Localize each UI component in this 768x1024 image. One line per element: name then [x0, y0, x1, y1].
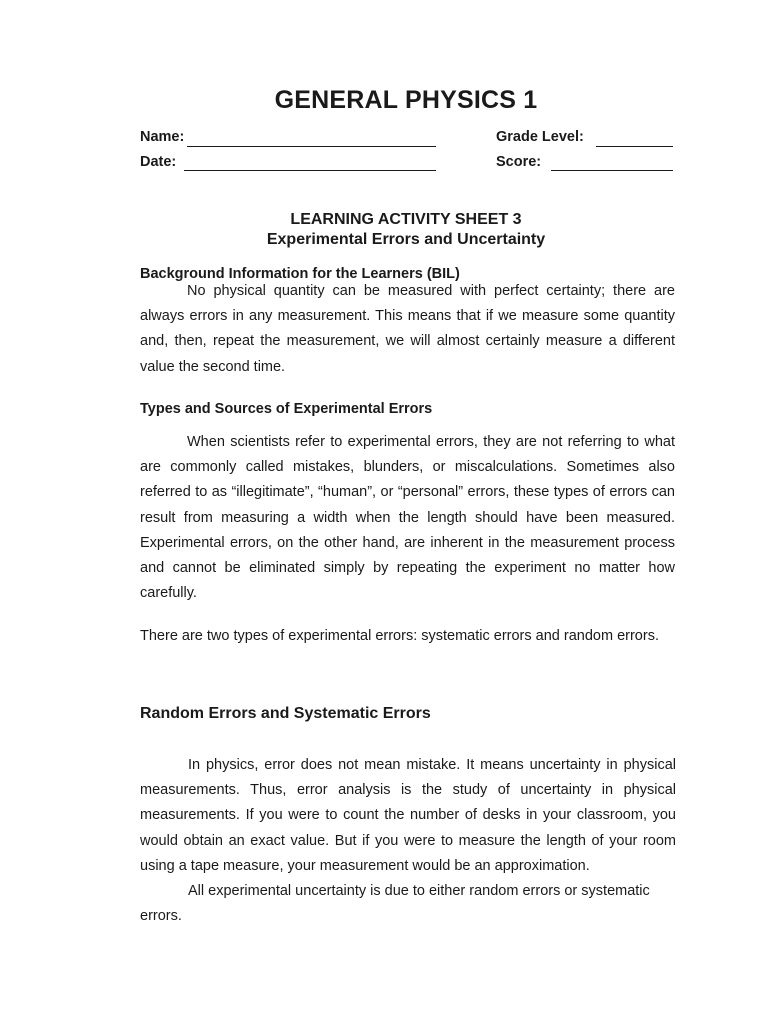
name-field-line[interactable] — [187, 146, 436, 147]
sheet-subtitle: Experimental Errors and Uncertainty — [266, 231, 546, 248]
random-paragraph-1: In physics, error does not mean mistake. It means uncertainty in physical measurements. Thus, error analysis is the study of uncertainty in physical measurements. If you were to count the number of desks in your classroom, you would obtain an exact value. But if you were to measure the length of your room using a tape measure, your measurement would be an approximation. — [140, 757, 676, 874]
name-label: Name: — [140, 129, 185, 145]
page-title: GENERAL PHYSICS 1 — [274, 86, 538, 114]
bil-paragraph — [140, 279, 675, 380]
types-heading: Types and Sources of Experimental Errors — [140, 401, 433, 417]
date-field-line[interactable] — [184, 170, 436, 171]
score-field-line[interactable] — [551, 170, 673, 171]
score-label: Score: — [496, 154, 542, 170]
types-paragraph-text: When scientists refer to experimental errors, they are not referring to what are commonly called mistakes, blunders, or miscalculations. Sometimes also referred to as “illegitimate”, “human”, or “personal” errors, these types of errors can result from measuring a width when the length should have been measured. Experimental errors, on the other hand, are inherent in the measurement process and cannot be eliminated simply by repeating the experiment no matter how carefully. — [140, 434, 675, 602]
bil-paragraph-text: No physical quantity can be measured with perfect certainty; there are always errors in any measurement. This means that if we measure some quantity and, then, repeat the measurement, we will almost certainly measure a different value the second time. — [140, 283, 675, 375]
sheet-number: LEARNING ACTIVITY SHEET 3 — [290, 211, 522, 228]
two-types-paragraph: There are two types of experimental errors: systematic errors and random errors. — [140, 628, 659, 644]
random-errors-body — [140, 753, 676, 929]
bil-heading: Background Information for the Learners (BIL) — [140, 266, 460, 282]
grade-level-field-line[interactable] — [596, 146, 673, 147]
types-paragraph — [140, 430, 675, 606]
random-paragraph-2: All experimental uncertainty is due to either random errors or systematic errors. — [140, 883, 650, 925]
grade-level-label: Grade Level: — [496, 129, 584, 145]
date-label: Date: — [140, 154, 177, 170]
random-errors-heading: Random Errors and Systematic Errors — [140, 705, 431, 722]
